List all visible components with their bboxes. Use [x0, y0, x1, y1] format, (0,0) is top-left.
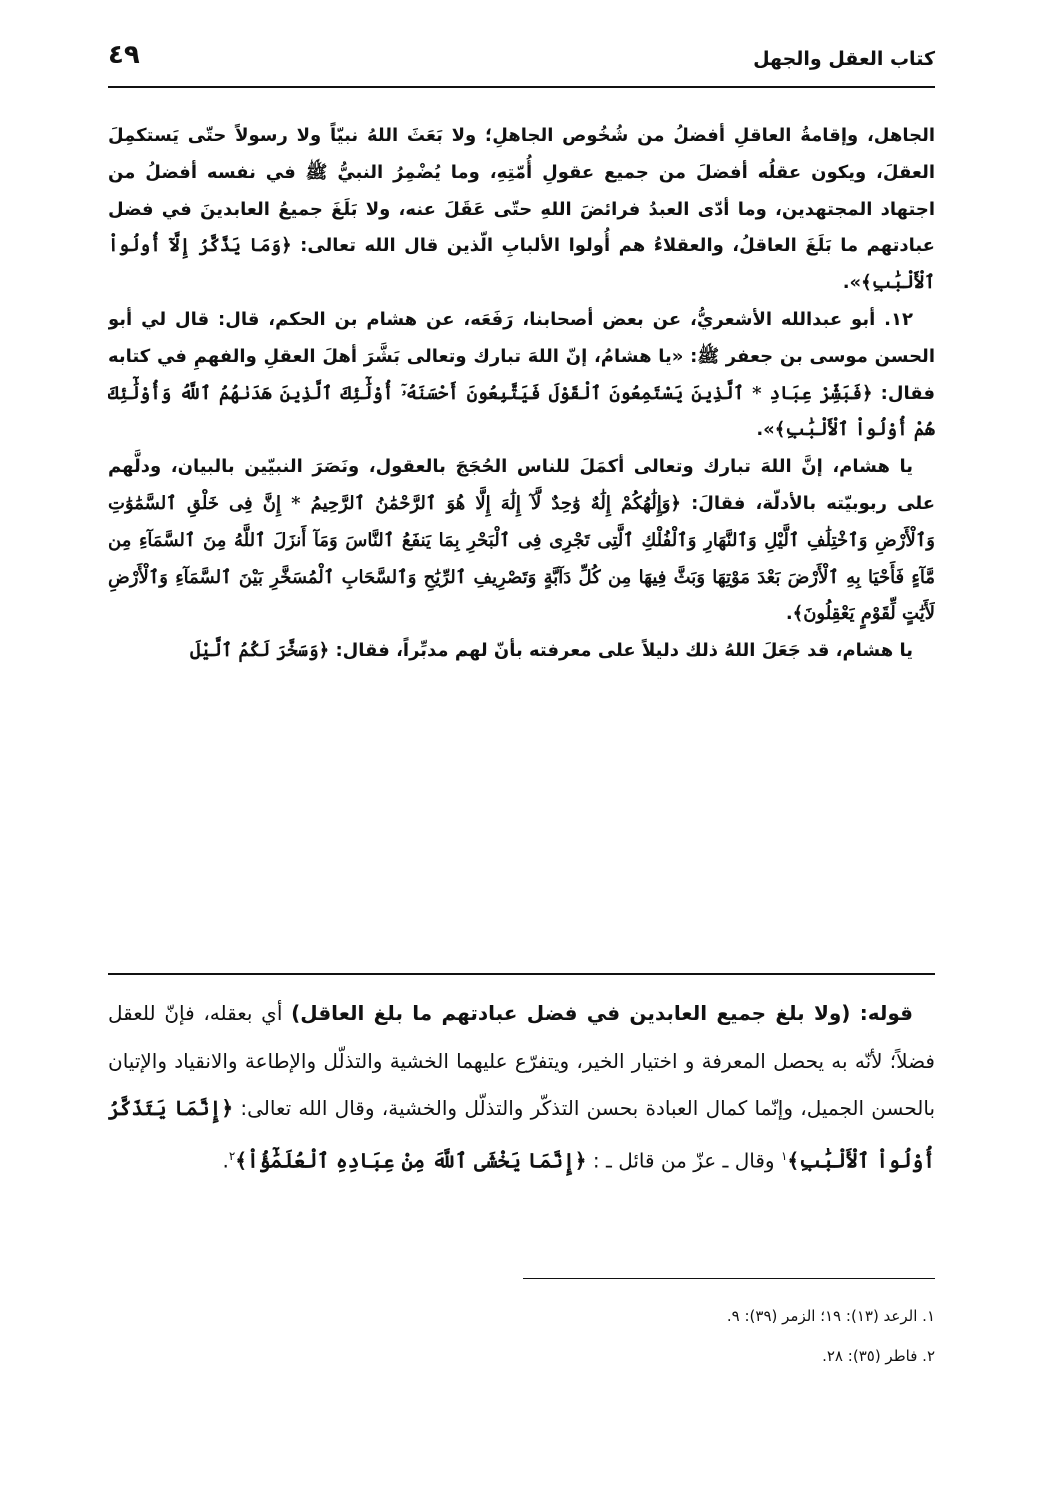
paragraph-3: [108, 449, 935, 633]
quran-verse-1: ﴿وَمَا يَذَّكَّرُ إِلَّآ أُولُواْ ٱلْأَلْبَٰبِ﴾: [108, 235, 935, 294]
book-title: كتاب العقل والجهل: [753, 48, 935, 70]
footnote-2: ٢. فاطر (٣٥): ٢٨.: [822, 1347, 935, 1365]
paragraph-1: [108, 118, 935, 302]
commentary-quran-2: ﴿إِنَّمَا يَخْشَى ٱللَّهَ مِنْ عِبَادِهِ ٱلْعُلَمَٰٓؤُاْ﴾: [235, 1148, 587, 1173]
commentary-lead: قوله: (ولا بلغ جميع العابدين في فضل عبادتهم ما بلغ العاقل): [291, 1001, 913, 1025]
commentary-text-2: وقال ـ عزّ من قائل ـ :: [592, 1148, 775, 1173]
footnote-rule: [523, 1278, 935, 1279]
main-text: [108, 118, 935, 938]
footnotes: [235, 1296, 935, 1376]
footnote-ref-1: ١: [780, 1148, 788, 1163]
commentary-text-1: أي بعقله، فإنّ للعقل فضلاً؛ لأنّه به يحصل المعرفة و اختيار الخير، ويتفرّع عليهما الخشية والتذلّل والإطاعة والانقياد والإتيان بالحسن الجميل، وإنّما كمال العبادة بحسن التذكّر والتذلّل والخشية، وقال الله تعالى:: [108, 1001, 935, 1120]
paragraph-2-end: ».: [756, 419, 775, 441]
footnote-1: ١. الرعد (١٣): ١٩؛ الزمر (٣٩): ٩.: [726, 1307, 935, 1325]
quran-verse-2: ﴿فَبَشِّرْ عِبَادِ * ٱلَّذِينَ يَسْتَمِعُونَ ٱلْقَوْلَ فَيَتَّبِعُونَ أَحْسَنَهُۥٓ أُوْلَٰٓئِكَ ٱلَّذِينَ هَدَىٰهُمُ ٱللَّهُ وَأُوْلَٰٓئِكَ هُمْ أُوْلُواْ ٱلْأَلْبَٰبِ﴾: [108, 382, 935, 441]
commentary-separator: [108, 973, 935, 975]
quran-verse-4: ﴿وَسَخَّرَ لَكُمُ ٱلَّيْلَ: [190, 640, 330, 662]
paragraph-3-end: .: [785, 603, 793, 625]
commentary: [108, 990, 935, 1260]
paragraph-2: [108, 302, 935, 449]
commentary-end: .: [222, 1148, 229, 1173]
commentary-quran-1: ﴿إِنَّمَا يَتَذَكَّرُ أُوْلُواْ ٱلْأَلْبَٰبِ﴾: [108, 1096, 935, 1173]
paragraph-2-text: ١٢. أبو عبدالله الأشعريُّ، عن بعض أصحابنا، رَفَعَه، عن هشام بن الحكم، قال: قال لي أبو الحسن موسى بن جعفر ﷺ: «يا هشامُ، إنّ اللهَ تبارك وتعالى بَشَّرَ أهلَ العقلِ والفهمِ في كتابه فقال:: [108, 308, 935, 404]
footnote-ref-2: ٢: [228, 1148, 236, 1163]
commentary-paragraph: [108, 990, 935, 1185]
paragraph-1-end: ».: [842, 272, 862, 294]
paragraph-1-text: الجاهل، وإقامةُ العاقلِ أفضلُ من شُخُوص الجاهلِ؛ ولا بَعَثَ اللهُ نبيّاً ولا رسولاً حتّى يَستكمِلَ العقلَ، ويكون عقلُه أفضلَ من جميع عقولِ أُمّتِهِ، وما يُضْمِرُ النبيُّ ﷺ في نفسه أفضلُ من اجتهاد المجتهدين، وما أدّى العبدُ فرائضَ اللهِ حتّى عَقَلَ عنه، ولا بَلَغَ جميعُ العابدينَ في فضل عبادتهم ما بَلَغَ العاقلُ، والعقلاءُ هم أُولوا الألبابِ الّذين قال الله تعالى:: [108, 125, 935, 257]
header-rule: [108, 86, 935, 88]
paragraph-4: [108, 633, 935, 670]
paragraph-4-text: يا هشام، قد جَعَلَ اللهُ ذلك دليلاً على معرفته بأنّ لهم مدبِّراً، فقال:: [335, 640, 913, 662]
quran-verse-3: ﴿وَإِلَٰهُكُمْ إِلَٰهٌ وَٰحِدٌ لَّآ إِلَٰهَ إِلَّا هُوَ ٱلرَّحْمَٰنُ ٱلرَّحِيمُ * إِنَّ فِى خَلْقِ ٱلسَّمَٰوَٰتِ وَٱلْأَرْضِ وَٱخْتِلَٰفِ ٱلَّيْلِ وَٱلنَّهَارِ وَٱلْفُلْكِ ٱلَّتِى تَجْرِى فِى ٱلْبَحْرِ بِمَا يَنفَعُ ٱلنَّاسَ وَمَآ أَنزَلَ ٱللَّهُ مِنَ ٱلسَّمَآءِ مِن مَّآءٍ فَأَحْيَا بِهِ ٱلْأَرْضَ بَعْدَ مَوْتِهَا وَبَثَّ فِيهَا مِن كُلِّ دَآبَّةٍ وَتَصْرِيفِ ٱلرِّيَٰحِ وَٱلسَّحَابِ ٱلْمُسَخَّرِ بَيْنَ ٱلسَّمَآءِ وَٱلْأَرْضِ لَأَيَٰتٍ لِّقَوْمٍ يَعْقِلُونَ﴾: [108, 492, 935, 625]
page-number: ٤٩: [108, 40, 140, 70]
paragraph-3-text: يا هشام، إنَّ اللهَ تبارك وتعالى أكمَلَ للناس الحُجَجَ بالعقول، ونَصَرَ النبيّين بالبيان، ودلَّهم على ربوبيّته بالأدلّة، فقالَ:: [108, 456, 935, 514]
page-header: [108, 40, 935, 80]
